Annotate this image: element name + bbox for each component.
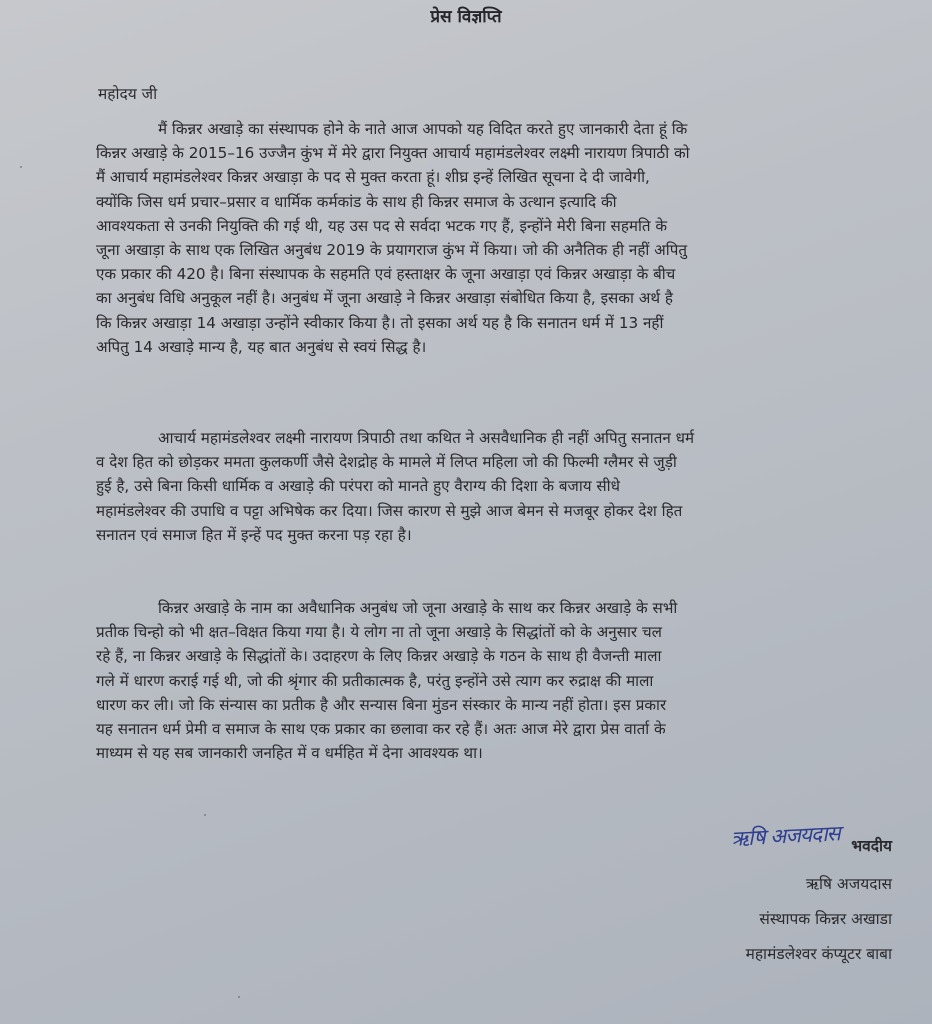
paper-speck bbox=[238, 996, 240, 998]
text-line: सनातन एवं समाज हित में इन्हें पद मुक्त करना पड़ रहा है। bbox=[96, 525, 412, 544]
text-line: मैं आचार्य महामंडलेश्वर किन्नर अखाड़ा के पद से मुक्त करता हूं। शीघ्र इन्हें लिखित सूचना दे दी जावेगी, bbox=[96, 168, 650, 187]
document-title: प्रेस विज्ञप्ति bbox=[430, 7, 502, 27]
paragraph-1 bbox=[96, 117, 896, 359]
closing-word: भवदीय bbox=[851, 837, 892, 855]
paper-speck bbox=[20, 166, 22, 168]
text-line: जूना अखाड़ा के साथ एक लिखित अनुबंध 2019 के प्रयागराज कुंभ में किया। जो की अनैतिक ही नहीं अपितु bbox=[96, 241, 687, 260]
text-line: किन्नर अखाड़े के 2015–16 उज्जैन कुंभ में मेरे द्वारा नियुक्त आचार्य महामंडलेश्वर लक्ष्मी नारायण त्रिपाठी को bbox=[96, 144, 690, 163]
signature-row bbox=[730, 821, 892, 860]
paragraph-3 bbox=[96, 596, 896, 765]
text-line: आवश्यकता से उनकी नियुक्ति की गई थी, यह उस पद से सर्वदा भटक गए हैं, इन्होंने मेरी बिना सहमति के bbox=[96, 216, 668, 235]
text-line: क्योंकि जिस धर्म प्रचार–प्रसार व धार्मिक कर्मकांड के साथ ही किन्नर समाज के उत्थान इत्यादि की bbox=[96, 192, 617, 211]
text-line: किन्नर अखाड़े के नाम का अवैधानिक अनुबंध जो जूना अखाड़े के साथ कर किन्नर अखाड़े के सभी bbox=[158, 599, 678, 617]
text-line: महामंडलेश्वर की उपाधि व पट्टा अभिषेक कर दिया। जिस कारण से मुझे आज बेमन से मजबूर होकर देश हित bbox=[96, 501, 683, 520]
text-line: आचार्य महामंडलेश्वर लक्ष्मी नारायण त्रिपाठी तथा कथित ने असवैधानिक ही नहीं अपितु सनातन धर्म bbox=[158, 429, 695, 447]
text-line: गले में धारण कराई गई थी, जो की श्रृंगार की प्रतीकात्मक है, परंतु इन्होंने उसे त्याग कर रुद्राक्ष की माला bbox=[96, 671, 654, 690]
text-line: कि किन्नर अखाड़ा 14 अखाड़ा उन्होंने स्वीकार किया है। तो इसका अर्थ यह है कि सनातन धर्म में 13 नहीं bbox=[96, 313, 664, 332]
text-line: प्रतीक चिन्हो को भी क्षत–विक्षत किया गया है। ये लोग ना तो जूना अखाड़े के सिद्धांतों को के अनुसार चल bbox=[96, 623, 662, 642]
text-line: हुई है, उसे बिना किसी धार्मिक व अखाड़े की परंपरा को मानते हुए वैराग्य की दिशा के बजाय सीधे bbox=[96, 477, 620, 496]
signatory-designation-2: महामंडलेश्वर कंप्यूटर बाबा bbox=[745, 945, 892, 963]
signatory-designation-1: संस्थापक किन्नर अखाडा bbox=[759, 910, 892, 928]
paragraph-2 bbox=[96, 426, 896, 547]
signature-block bbox=[730, 821, 892, 979]
paper-speck bbox=[204, 814, 206, 816]
text-line: माध्यम से यह सब जानकारी जनहित में व धर्महित में देना आवश्यक था। bbox=[96, 744, 483, 763]
text-line: अपितु 14 अखाड़े मान्य है, यह बात अनुबंध से स्वयं सिद्ध है। bbox=[96, 337, 427, 356]
text-line: का अनुबंध विधि अनुकूल नहीं है। अनुबंध में जूना अखाड़े ने किन्नर अखाड़ा संबोधित किया है, इसका अर्थ है bbox=[96, 289, 673, 308]
text-line: व देश हित को छोड़कर ममता कुलकर्णी जैसे देशद्रोह के मामले में लिप्त महिला जो की फिल्मी ग्लैमर से जुड़ी bbox=[96, 453, 677, 472]
text-line: रहे हैं, ना किन्नर अखाड़े के सिद्धांतों के। उदाहरण के लिए किन्नर अखाड़े के गठन के साथ ही वैजन्ती माला bbox=[96, 647, 662, 666]
handwritten-signature: ऋषि अजयदास bbox=[730, 821, 841, 851]
text-line: धारण कर ली। जो कि संन्यास का प्रतीक है और सन्यास बिना मुंडन संस्कार के मान्य नहीं होता। इस प्रकार bbox=[96, 695, 667, 714]
salutation: महोदय जी bbox=[98, 85, 158, 103]
text-line: मैं किन्नर अखाड़े का संस्थापक होने के नाते आज आपको यह विदित करते हुए जानकारी देता हूं कि bbox=[158, 120, 688, 138]
text-line: यह सनातन धर्म प्रेमी व समाज के साथ एक प्रकार का छलावा कर रहे हैं। अतः आज मेरे द्वारा प्रेस वार्ता के bbox=[96, 720, 666, 739]
signatory-name: ऋषि अजयदास bbox=[805, 875, 892, 893]
text-line: एक प्रकार की 420 है। बिना संस्थापक के सहमति एवं हस्ताक्षर के जूना अखाड़ा एवं किन्नर अखाड़ा के बीच bbox=[96, 265, 676, 284]
